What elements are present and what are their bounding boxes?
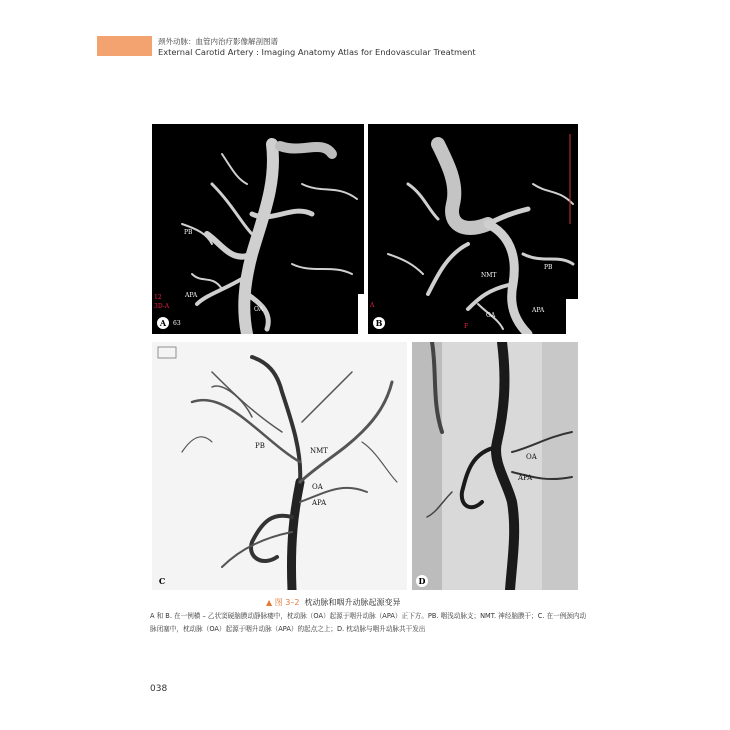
label-pb: PB: [544, 264, 553, 271]
panel-label-c: C: [158, 576, 166, 586]
label-oa: OA: [486, 312, 496, 319]
label-apa: APA: [518, 474, 533, 482]
panel-a-extra: 63: [173, 320, 181, 327]
label-nmt: NMT: [310, 447, 328, 455]
label-apa: APA: [185, 292, 198, 299]
header-title-en: External Carotid Artery : Imaging Anatomy Atlas for Endovascular Treatment: [158, 47, 476, 57]
page-number: 038: [150, 684, 168, 694]
caption-triangle-icon: ▲: [266, 598, 273, 607]
panel-label-b: B: [373, 317, 385, 329]
figure-panel-d: [412, 342, 578, 590]
panel-a-corner-2: 3D-A: [154, 303, 170, 310]
angiogram-3d-b: [368, 124, 578, 334]
figure-panel-b: [368, 124, 578, 334]
figure-subtitle: 枕动脉和咽升动脉起源变异: [304, 598, 401, 607]
angiogram-dsa-d: [412, 342, 578, 590]
header-accent-bar: [97, 36, 152, 56]
panel-label-a: A: [157, 317, 169, 329]
angiogram-dsa-c: [152, 342, 407, 590]
panel-label-d: D: [416, 575, 428, 587]
label-apa: APA: [312, 499, 327, 507]
header-title-cn: 颈外动脉：血管内治疗影像解剖图谱: [158, 37, 278, 46]
panel-a-corner-1: 12: [154, 294, 162, 301]
label-oa: OA: [254, 306, 264, 313]
label-apa: APA: [532, 307, 545, 314]
panel-b-corner: A: [370, 302, 375, 309]
label-pb: PB: [255, 442, 265, 450]
figure-caption-body: A 和 B. 在一例横 – 乙状窦硬脑膜动静脉瘘中，枕动脉（OA）起源于咽升动脉（APA）正下方。PB. 咽浅动脉支；NMT. 神经脑膜干；C. 在一例颈内动脉闭塞中，枕动脉（OA）起源于咽升动脉（APA）的起点之上；D. 枕动脉与咽升动脉共干发出: [150, 612, 587, 633]
label-oa: OA: [526, 453, 537, 461]
label-pb: PB: [184, 229, 193, 236]
figure-panel-c: [152, 342, 407, 590]
label-oa: OA: [312, 483, 323, 491]
figure-number: 图 3–2: [274, 598, 300, 607]
figure-panel-a: [152, 124, 364, 334]
panel-b-extra: F: [464, 323, 469, 330]
figure-caption-title: [266, 597, 401, 608]
label-nmt: NMT: [481, 272, 497, 279]
